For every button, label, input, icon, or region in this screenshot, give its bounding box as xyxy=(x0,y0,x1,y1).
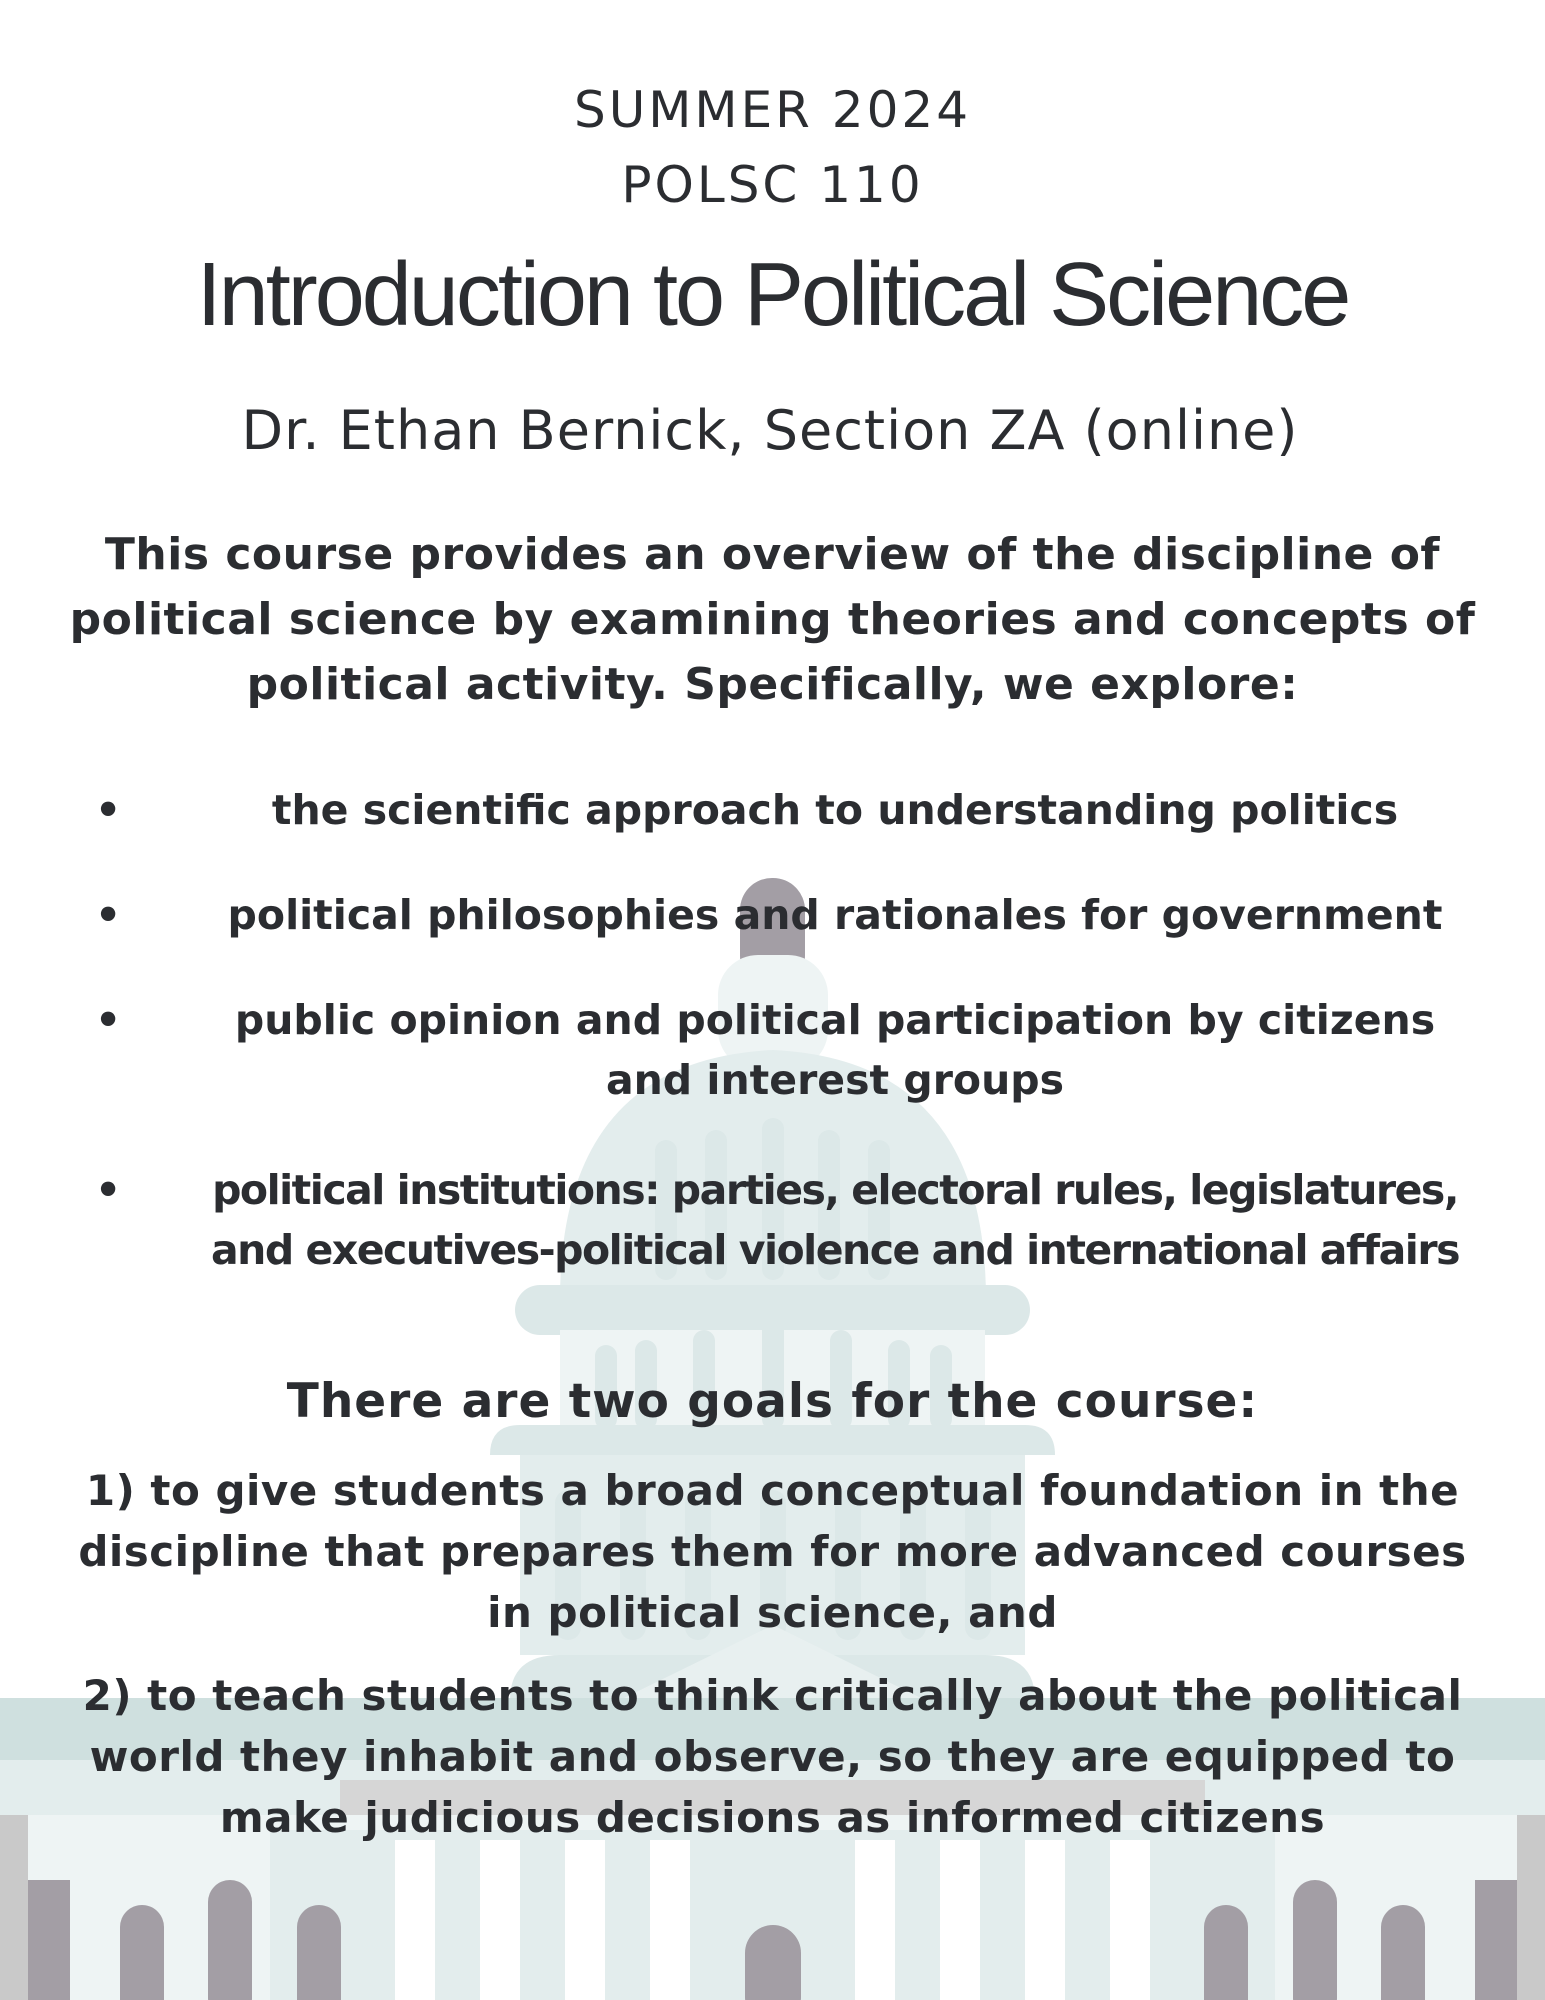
goals-heading: There are two goals for the course: xyxy=(286,1374,1259,1429)
course-code: POLSC 110 xyxy=(621,156,924,214)
bullet-icon: • xyxy=(95,786,122,834)
course-description: This course provides an overview of the discipline of political science by examining theories and concepts of political activity. Specifically, we explore: xyxy=(69,529,1476,710)
goal-item: 1) to give students a broad conceptual foundation in the discipline that prepares them for more advanced courses in political science, and xyxy=(78,1466,1467,1637)
bullet-icon: • xyxy=(95,996,122,1044)
bullet-icon: • xyxy=(95,1166,122,1214)
topic-text: political philosophies and rationales for government xyxy=(227,891,1443,939)
list-item xyxy=(95,990,1485,1110)
course-title: Introduction to Political Science xyxy=(196,245,1349,345)
instructor-line: Dr. Ethan Bernick, Section ZA (online) xyxy=(241,399,1299,462)
topic-text: the scientific approach to understanding politics xyxy=(271,786,1399,834)
course-term: SUMMER 2024 xyxy=(573,81,972,139)
goal-item: 2) to teach students to think critically about the political world they inhabit and observe, so they are equipped to make judicious decisions as informed citizens xyxy=(82,1671,1463,1842)
topic-text: public opinion and political participation by citizens and interest groups xyxy=(234,996,1436,1104)
list-item xyxy=(95,780,1485,840)
topic-text: political institutions: parties, electoral rules, legislatures, and executives-political violence and international affairs xyxy=(211,1166,1459,1274)
list-item xyxy=(95,1160,1485,1280)
bullet-icon: • xyxy=(95,891,122,939)
list-item xyxy=(95,885,1485,945)
